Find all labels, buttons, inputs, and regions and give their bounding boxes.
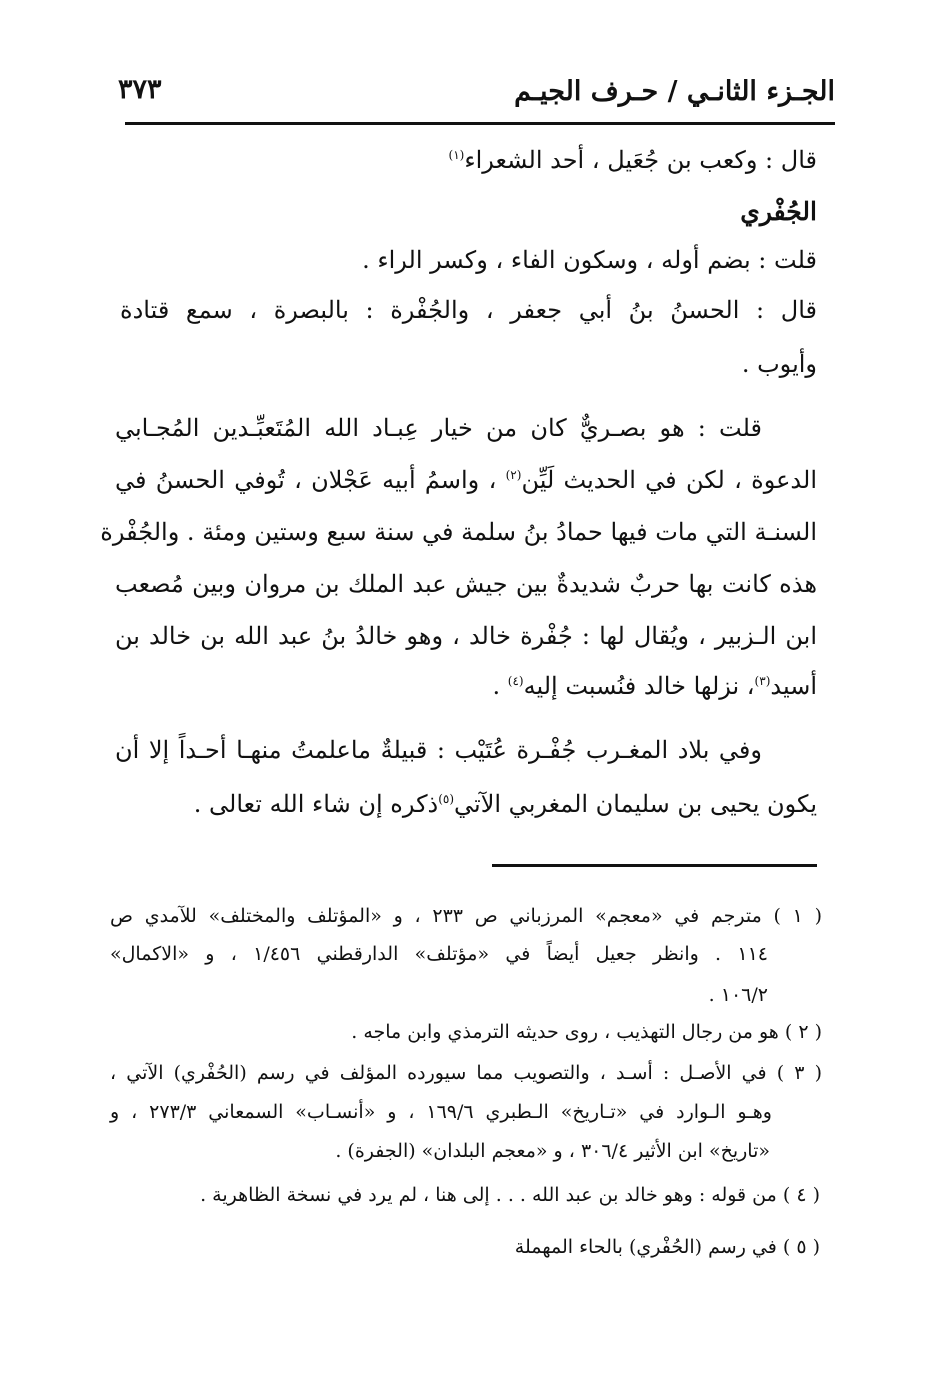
body-text: .: [492, 672, 508, 700]
footnote-1-line-2: ١١٤ . وانظر جعيل أيضاً في «مؤتلف» الدارقطني ١/٤٥٦ ، و «الاكمال»: [110, 943, 768, 965]
footnote-2: ( ٢ ) هو من رجال التهذيب ، روى حديثه الترمذي وابن ماجه .: [351, 1021, 822, 1043]
footnote-1-line-1: ( ١ ) مترجم في «معجم» المرزباني ص ٢٣٣ ، و «المؤتلف والمختلف» للآمدي ص: [110, 905, 823, 927]
footnote-1-line-3: ١٠٦/٢ .: [708, 984, 768, 1006]
body-text: يكون يحيى بن سليمان المغربي الآتي: [454, 790, 817, 818]
footnote-ref: (١): [448, 148, 465, 162]
body-text: ، نزلها خالد فنُسبت إليه: [523, 672, 755, 700]
header-rule: [125, 122, 835, 125]
footnote-3-line-2: وهـو الـوارد في «تـاريخ» الـطبري ١٦٩/٦ ، و «أنسـاب» السمعاني ٢٧٣/٣ ، و: [110, 1101, 772, 1123]
body-text: قال : وكعب بن جُعَيل ، أحد الشعراء: [464, 146, 817, 174]
body-text: ، واسمُ أبيه عَجْلان ، تُوفي الحسنُ في: [115, 466, 506, 494]
body-text: أسيد: [770, 672, 817, 700]
body-line-11: [493, 668, 818, 704]
body-text: الدعوة ، لكن في الحديث لَيِّن: [521, 466, 817, 494]
footnote-ref: (٥): [438, 792, 455, 806]
footnote-3-line-3: «تاريخ» ابن الأثير ٣٠٦/٤ ، و «معجم البلدان» (الجفرة) .: [335, 1140, 770, 1162]
footnote-4: ( ٤ ) من قوله : وهو خالد بن عبد الله . . . إلى هنا ، لم يرد في نسخة الظاهرية .: [200, 1184, 820, 1206]
body-line-8: السنـة التي مات فيها حمادُ بنُ سلمة في سنة سبع وستين ومئة . والجُفْرة: [100, 518, 817, 546]
footnote-ref: (٢): [505, 468, 522, 482]
footnote-5: ( ٥ ) في رسم (الحُفْري) بالحاء المهملة: [514, 1236, 820, 1258]
body-line-5: وأيوب .: [741, 350, 817, 378]
body-line-6: قلت : هو بصـريٌّ كان من خيار عِبـاد الله المُتَعبِّـدين المُجـابي: [115, 414, 762, 442]
body-line-3: قلت : بضم أوله ، وسكون الفاء ، وكسر الراء .: [362, 246, 817, 274]
header-title: الجـزء الثانـي / حـرف الجيـم: [514, 76, 835, 107]
footnote-separator: [492, 864, 817, 867]
entry-heading: الجُفْري: [740, 197, 817, 226]
page-number: ٣٧٣: [118, 74, 162, 105]
body-line-4: قال : الحسنُ بنُ أبي جعفر ، والجُفْرة : بالبصرة ، سمع قتادة: [120, 296, 817, 324]
body-line-1: [449, 142, 818, 178]
body-line-9: هذه كانت بها حربٌ شديدةٌ بين جيش عبد الملك بن مروان وبين مُصعب: [115, 570, 817, 598]
body-line-12: وفي بلاد المغـرب جُفْـرة عُتَيْب : قبيلةٌ ماعلمتُ منهـا أحـداً إلا أن: [115, 736, 762, 764]
body-line-13: [194, 786, 817, 822]
footnote-3-line-1: ( ٣ ) في الأصـل : أسـد ، والتصويب مما سيورده المؤلف في رسم (الحُفْري) الآتي ،: [110, 1062, 822, 1084]
footnote-ref: (٤): [507, 674, 524, 688]
footnote-ref: (٣): [754, 674, 771, 688]
body-text: ذكره إن شاء الله تعالى .: [193, 790, 439, 818]
body-line-10: ابن الـزبير ، ويُقال لها : جُفْرة خالد ، وهو خالدُ بنُ عبد الله بن خالد بن: [115, 622, 817, 650]
body-line-7: [115, 462, 817, 498]
running-header: [110, 68, 835, 122]
